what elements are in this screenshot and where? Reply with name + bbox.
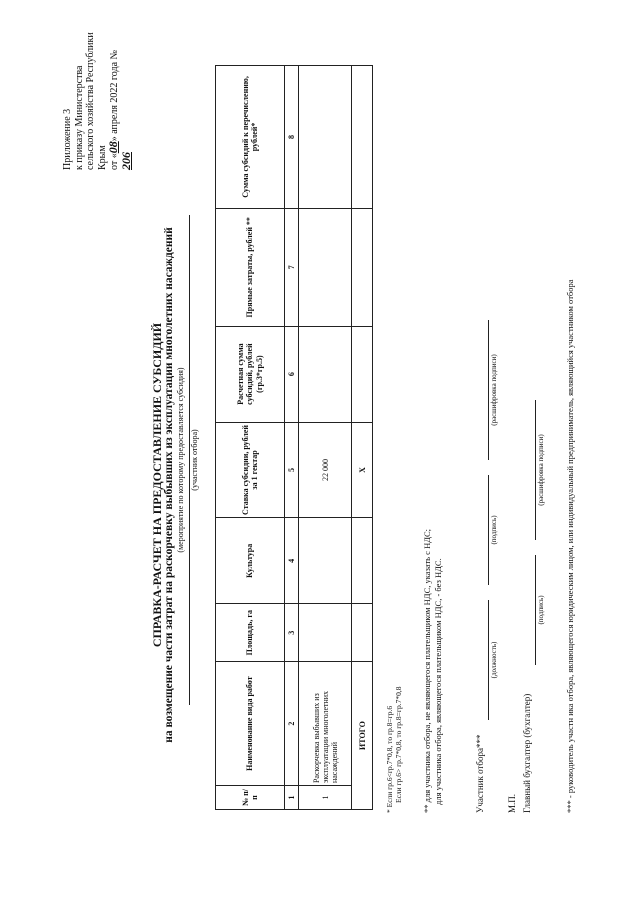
header-rate: Ставка субсидии, рублей за 1 гектар (216, 422, 285, 518)
col-number: 2 (285, 662, 299, 786)
col-number: 1 (285, 786, 299, 810)
header-work: Наименование вида работ (216, 662, 285, 786)
total-area (352, 604, 373, 662)
accountant-signature-line (534, 555, 536, 665)
caption-decoding: (расшифровка подписи) (490, 354, 498, 426)
total-direct (352, 208, 373, 326)
appendix-line3: сельского хозяйства Республики Крым (85, 32, 108, 170)
note-triple: *** - руководитель участн ика отбора, являющегося юридическим лицом, или индивидуальный предприниматель, являющийся участником отбора (565, 279, 575, 813)
header-area: Площадь, га (216, 604, 285, 662)
cell-rate: 22 000 (299, 422, 352, 518)
calculation-table (215, 65, 373, 810)
footnote-star-2: Если гр.6> гр.7*0,8, то гр.8=гр.7*0,8 (394, 686, 403, 803)
caption-position: (должность) (490, 641, 498, 679)
note-double-2: для участника отбора, являющегося плательщиком НДС, - без НДС. (433, 558, 443, 805)
header-calc: Расчетная сумма субсидий, рублей (гр.3*гр.5) (216, 326, 285, 422)
total-row (352, 66, 373, 810)
table-row (299, 66, 352, 810)
header-num: № п/п (216, 786, 285, 810)
total-culture (352, 518, 373, 604)
cell-area (299, 604, 352, 662)
header-direct: Прямые затраты, рублей ** (216, 208, 285, 326)
date-day: 08 (106, 141, 120, 154)
appendix-block (62, 30, 133, 170)
cell-num: 1 (299, 786, 352, 810)
event-caption: (мероприятие по которому предоставляется субсидия) (176, 367, 185, 553)
col-number: 4 (285, 518, 299, 604)
note-double-1: ** для участника отбора, не являющегося плательщиком НДС, указать с НДС; (422, 528, 432, 813)
participant-caption: (участник отбора) (190, 429, 199, 491)
col-number: 6 (285, 326, 299, 422)
date-mid: » апреля 2022 года № (109, 49, 120, 142)
order-number: 206 (118, 152, 133, 170)
cell-sum (299, 66, 352, 209)
document-subtitle: на возмещение части затрат на раскорчевку выбывших из эксплуатации многолетних насаждений (163, 227, 175, 743)
cell-work: Раскорчевка выбывших из эксплуатации многолетних насаждений (299, 662, 352, 786)
participant-label: Участник отбора*** (475, 734, 485, 813)
document-title: СПРАВКА-РАСЧЕТ НА ПРЕДОСТАВЛЕНИЕ СУБСИДИЙ (150, 322, 164, 648)
appendix-line1: Приложение 3 (62, 108, 73, 170)
header-sum: Сумма субсидий к перечислению, рублей* (216, 66, 285, 209)
decoding-line (487, 320, 489, 460)
date-prefix: от « (109, 153, 120, 170)
cell-calc (299, 326, 352, 422)
cell-culture (299, 518, 352, 604)
caption-signature: (подпись) (490, 515, 498, 545)
total-sum (352, 66, 373, 209)
total-rate: Х (352, 422, 373, 518)
accountant-caption-decoding: (расшифровка подписи) (537, 434, 545, 506)
header-culture: Культура (216, 518, 285, 604)
accountant-caption-signature: (подпись) (537, 595, 545, 625)
stamp-place: М.П. (507, 793, 517, 813)
col-number: 8 (285, 66, 299, 209)
col-number: 7 (285, 208, 299, 326)
position-line (487, 600, 489, 720)
signature-line (487, 475, 489, 585)
col-number: 3 (285, 604, 299, 662)
appendix-date (108, 30, 133, 170)
col-number: 5 (285, 422, 299, 518)
accountant-label: Главный бухгалтер (бухгалтер) (522, 693, 532, 813)
cell-direct (299, 208, 352, 326)
accountant-decoding-line (534, 400, 536, 540)
appendix-line2: к приказу Министерства (73, 65, 85, 170)
total-label: ИТОГО (352, 662, 373, 810)
total-calc (352, 326, 373, 422)
footnote-star: * Если гр.6<гр.7*0,8, то гр.8=гр.6 (385, 705, 394, 813)
